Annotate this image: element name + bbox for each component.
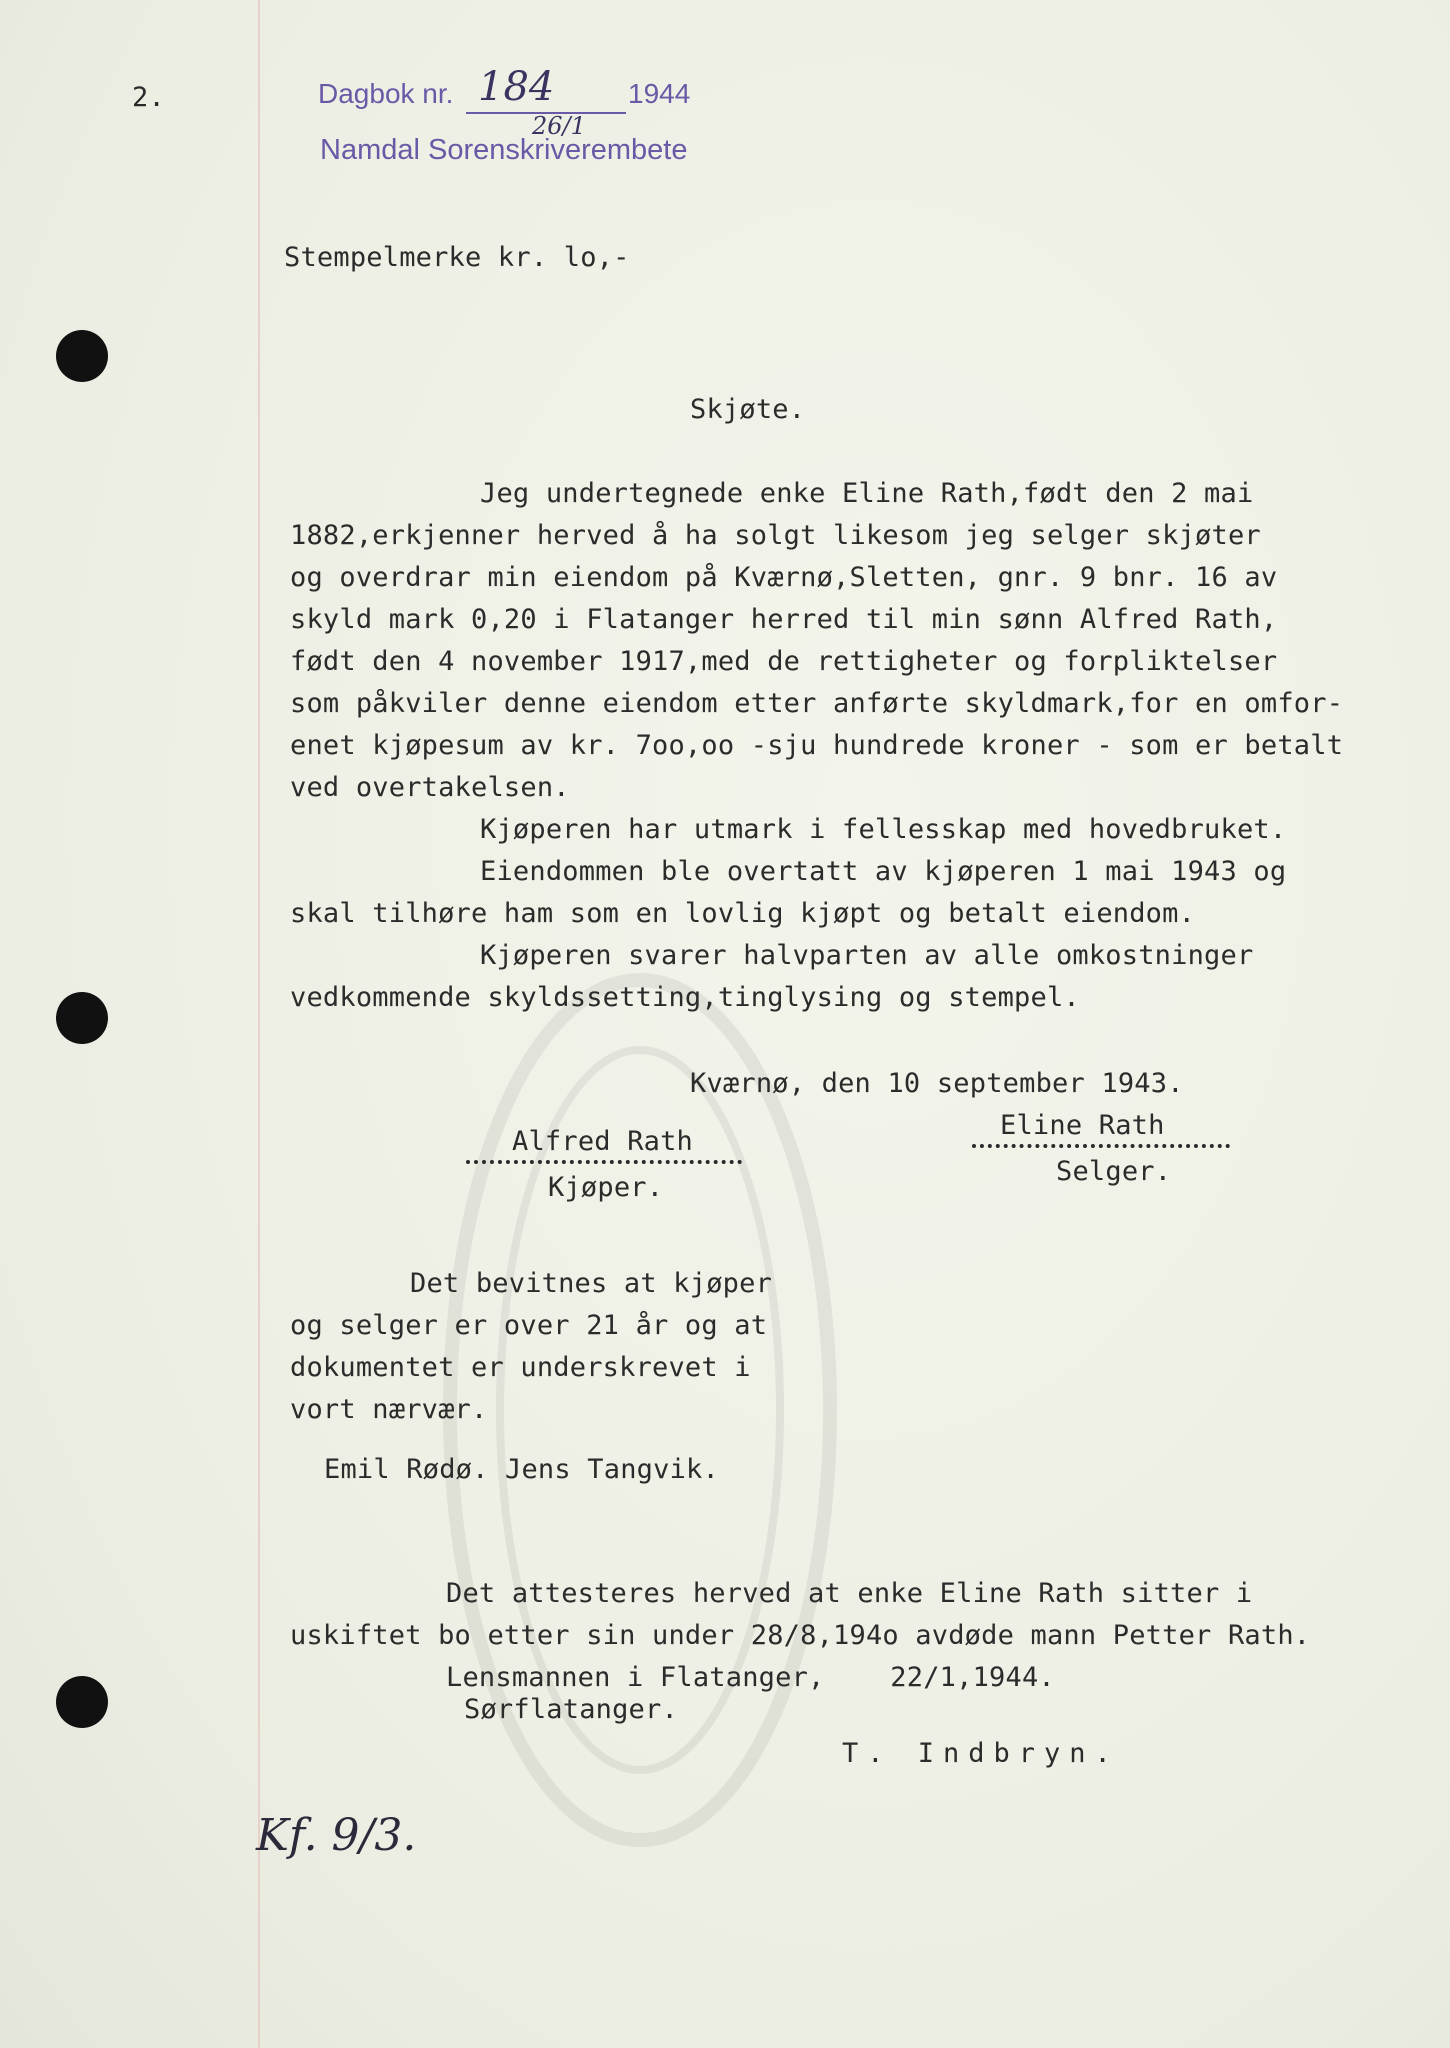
document-title: Skjøte.: [690, 394, 806, 425]
place-date: Kværnø, den 10 september 1943.: [690, 1068, 1184, 1099]
body-line: født den 4 november 1917,med de rettigheter og forpliktelser: [290, 646, 1278, 677]
witness-line: vort nærvær.: [290, 1394, 488, 1425]
seller-role: Selger.: [1056, 1156, 1172, 1187]
handwritten-note: Kf. 9/3.: [256, 1810, 417, 1861]
witness-line: dokumentet er underskrevet i: [290, 1352, 751, 1383]
body-line: Kjøperen har utmark i fellesskap med hovedbruket.: [480, 814, 1287, 845]
punch-hole-top: [56, 330, 108, 382]
buyer-name: Alfred Rath: [512, 1126, 694, 1157]
attest-line: Det attesteres herved at enke Eline Rath sitter i: [446, 1578, 1253, 1609]
buyer-signature-rule: [466, 1160, 742, 1164]
lensmann-line: Lensmannen i Flatanger, 22/1,1944.: [446, 1662, 1055, 1693]
lensmann-place: Sørflatanger.: [464, 1694, 678, 1725]
witness-names: Emil Rødø. Jens Tangvik.: [324, 1454, 719, 1485]
body-line: enet kjøpesum av kr. 7oo,oo -sju hundrede kroner - som er betalt: [290, 730, 1344, 761]
punch-hole-middle: [56, 992, 108, 1044]
stamp-label: Dagbok nr.: [318, 78, 454, 109]
seller-signature-rule: [972, 1144, 1230, 1148]
margin-line: [258, 0, 260, 2048]
buyer-role: Kjøper.: [548, 1172, 664, 1203]
stempelmerke-line: Stempelmerke kr. lo,-: [284, 242, 630, 273]
body-line: Kjøperen svarer halvparten av alle omkostninger: [480, 940, 1254, 971]
body-line: 1882,erkjenner herved å ha solgt likesom jeg selger skjøter: [290, 520, 1261, 551]
body-line: og overdrar min eiendom på Kværnø,Sletten, gnr. 9 bnr. 16 av: [290, 562, 1278, 593]
stamp-date: 26/1: [532, 112, 586, 140]
body-line: Jeg undertegnede enke Eline Rath,født den 2 mai: [480, 478, 1254, 509]
body-line: vedkommende skyldssetting,tinglysing og stempel.: [290, 982, 1080, 1013]
stamp-year: 1944: [628, 78, 691, 109]
body-line: skyld mark 0,20 i Flatanger herred til min sønn Alfred Rath,: [290, 604, 1278, 635]
punch-hole-bottom: [56, 1676, 108, 1728]
attest-line: uskiftet bo etter sin under 28/8,194o avdøde mann Petter Rath.: [290, 1620, 1311, 1651]
stamp-number: 184: [478, 64, 555, 110]
body-line: som påkviler denne eiendom etter anførte skyldmark,for en omfor-: [290, 688, 1344, 719]
body-line: ved overtakelsen.: [290, 772, 570, 803]
official-signature: T. Indbryn.: [842, 1738, 1120, 1769]
body-line: skal tilhøre ham som en lovlig kjøpt og betalt eiendom.: [290, 898, 1196, 929]
witness-line: Det bevitnes at kjøper: [410, 1268, 773, 1299]
page-number: 2.: [132, 82, 165, 113]
witness-line: og selger er over 21 år og at: [290, 1310, 768, 1341]
stamp-office: Namdal Sorenskriverembete: [320, 134, 688, 166]
body-line: Eiendommen ble overtatt av kjøperen 1 mai 1943 og: [480, 856, 1287, 887]
seller-name: Eline Rath: [1000, 1110, 1165, 1141]
